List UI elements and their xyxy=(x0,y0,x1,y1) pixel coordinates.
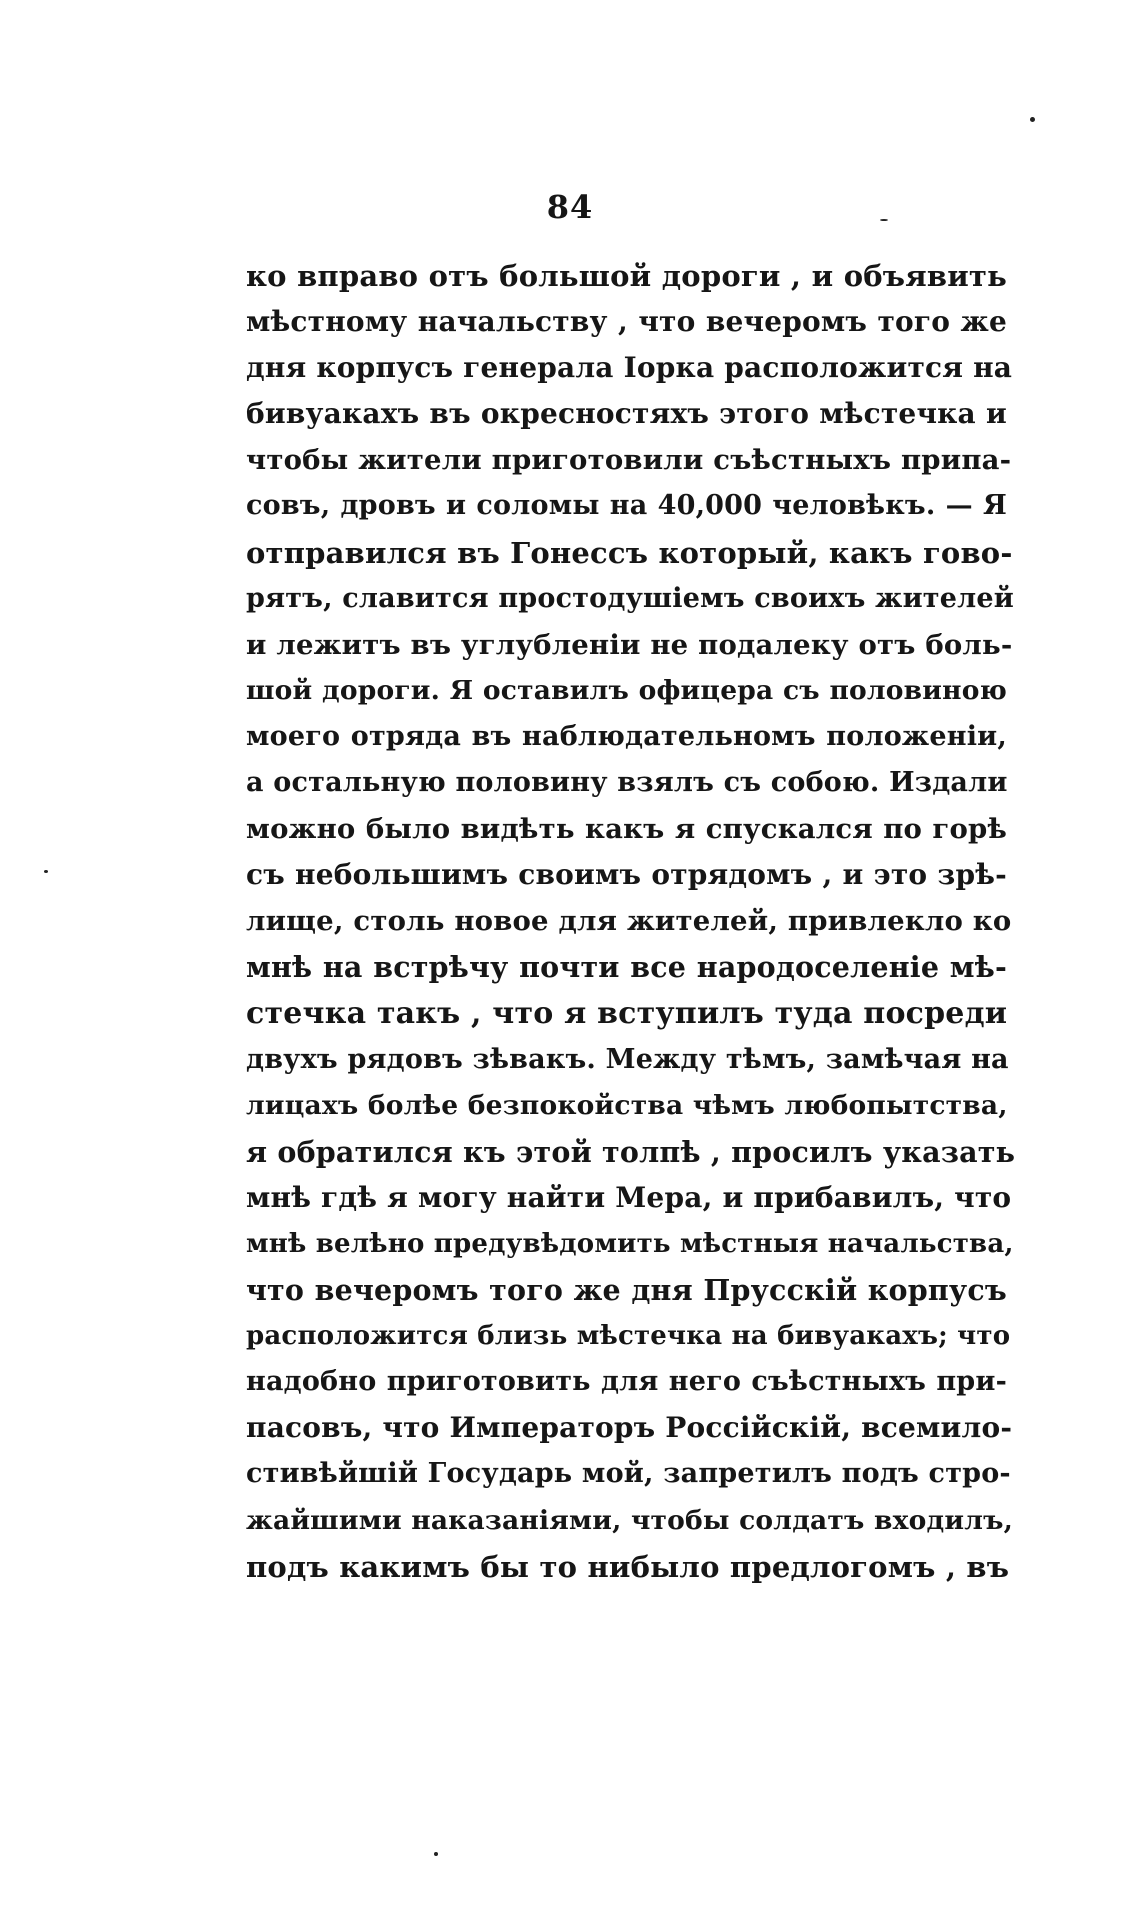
text-line: совъ, дровъ и соломы на 40,000 человѣкъ. — Я xyxy=(246,490,1007,522)
text-line: можно было видѣть какъ я спускался по горѣ xyxy=(246,813,1007,846)
text-line: подъ какимъ бы то нибыло предлогомъ , въ xyxy=(246,1549,1010,1584)
text-line: надобно приготовить для него съѣстныхъ при- xyxy=(246,1366,1007,1398)
scan-speck xyxy=(434,1852,438,1856)
text-line: мѣстному начальству , что вечеромъ того же xyxy=(246,305,1007,339)
text-line: моего отряда въ наблюдательномъ положеніи, xyxy=(246,720,1007,752)
text-line: жайшими наказаніями, чтобы солдатъ входилъ, xyxy=(246,1504,1014,1536)
text-line: стечка такъ , что я вступилъ туда посреди xyxy=(246,995,1008,1031)
text-line: я обратился къ этой толпѣ , просилъ указать xyxy=(246,1134,1016,1169)
text-line: мнѣ гдѣ я могу найти Мера, и прибавилъ, что xyxy=(246,1180,1012,1214)
text-line: двухъ рядовъ зѣвакъ. Между тѣмъ, замѣчая на xyxy=(246,1043,1009,1075)
text-line: пасовъ, что Императоръ Россійскій, всемило- xyxy=(246,1411,1013,1445)
body-text xyxy=(246,253,1016,1590)
scan-speck xyxy=(880,219,888,221)
text-line: рятъ, славится простодушіемъ своихъ жителей xyxy=(246,582,1014,614)
text-line: расположится близь мѣстечка на бивуакахъ; что xyxy=(246,1321,1011,1352)
scan-speck xyxy=(1030,117,1035,122)
text-line: и лежитъ въ углубленіи не подалеку отъ боль- xyxy=(246,628,1013,661)
text-line: шой дороги. Я оставилъ офицера съ половиною xyxy=(246,674,1007,706)
text-line: лище, столь новое для жителей, привлекло ко xyxy=(246,905,1012,938)
text-line: мнѣ на встрѣчу почти все народоселеніе мѣ- xyxy=(246,950,1007,985)
text-line: ко вправо отъ большой дороги , и объявить xyxy=(246,259,1007,293)
text-line: что вечеромъ того же дня Прусскій корпусъ xyxy=(246,1273,1007,1308)
text-line: мнѣ велѣно предувѣдомить мѣстныя начальства, xyxy=(246,1228,1014,1259)
text-line: а остальную половину взялъ съ собою. Издали xyxy=(246,767,1008,799)
text-line: дня корпусъ генерала Іорка расположится на xyxy=(246,351,1013,385)
page-number: 84 xyxy=(546,188,594,226)
text-line: отправился въ Гонессъ который, какъ гово- xyxy=(246,535,1013,570)
text-line: съ небольшимъ своимъ отрядомъ , и это зрѣ- xyxy=(246,858,1007,892)
text-line: чтобы жители приготовили съѣстныхъ припа- xyxy=(246,444,1012,477)
scan-speck xyxy=(44,870,48,873)
text-line: стивѣйшій Государь мой, запретилъ подъ стро- xyxy=(246,1458,1011,1490)
text-line: бивуакахъ въ окресностяхъ этого мѣстечка и xyxy=(246,397,1007,431)
text-line: лицахъ болѣе безпокойства чѣмъ любопытства, xyxy=(246,1089,1008,1121)
